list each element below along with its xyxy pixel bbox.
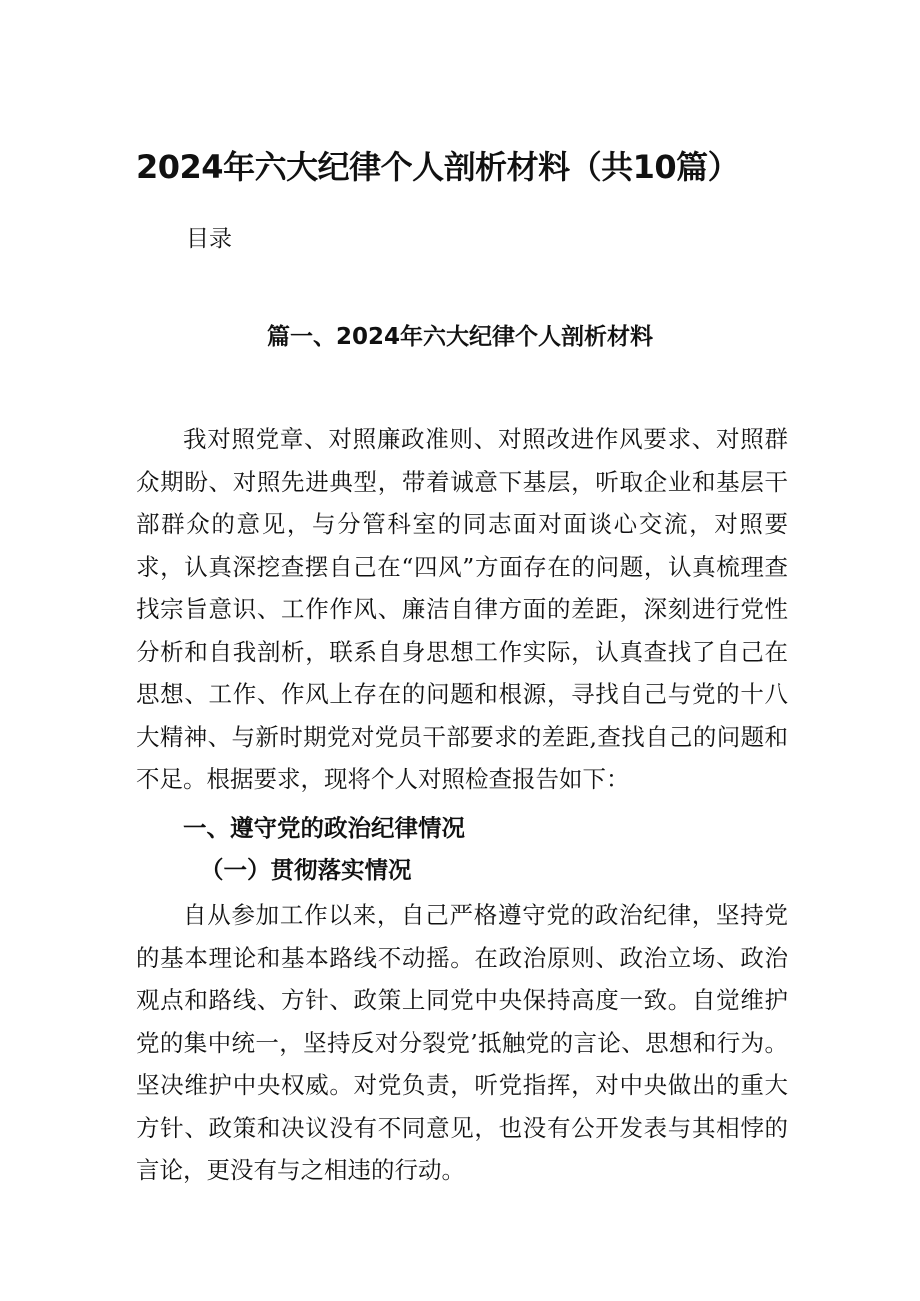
table-of-contents-label: 目录 [186, 226, 232, 252]
intro-section [136, 418, 788, 801]
intro-paragraph: 我对照党章、对照廉政准则、对照改进作风要求、对照群众期盼、对照先进典型，带着诚意下基层，听取企业和基层干部群众的意见，与分管科室的同志面对面谈心交流，对照要求，认真深挖查摆自己在“四风”方面存在的问题，认真梳理查找宗旨意识、工作作风、廉洁自律方面的差距，深刻进行党性分析和自我剖析，联系自身思想工作实际，认真查找了自己在思想、工作、作风上存在的问题和根源，寻找自己与党的十八大精神、与新时期党对党员干部要求的差距,查找自己的问题和不足。根据要求，现将个人对照检查报告如下： [136, 425, 788, 793]
subsection-heading-implementation: （一）贯彻落实情况 [200, 856, 412, 884]
document-title: 2024年六大纪律个人剖析材料（共10篇） [136, 148, 740, 186]
section-heading-political-discipline: 一、遵守党的政治纪律情况 [183, 814, 465, 842]
chapter-title: 篇一、2024年六大纪律个人剖析材料 [266, 324, 653, 350]
implementation-section [136, 894, 788, 1192]
implementation-paragraph: 自从参加工作以来，自己严格遵守党的政治纪律，坚持党的基本理论和基本路线不动摇。在政治原则、政治立场、政治观点和路线、方针、政策上同党中央保持高度一致。自觉维护党的集中统一，坚持反对分裂党’抵触党的言论、思想和行为。坚决维护中央权威。对党负责，听党指挥，对中央做出的重大方针、政策和决议没有不同意见，也没有公开发表与其相悖的言论，更没有与之相违的行动。 [136, 901, 788, 1184]
